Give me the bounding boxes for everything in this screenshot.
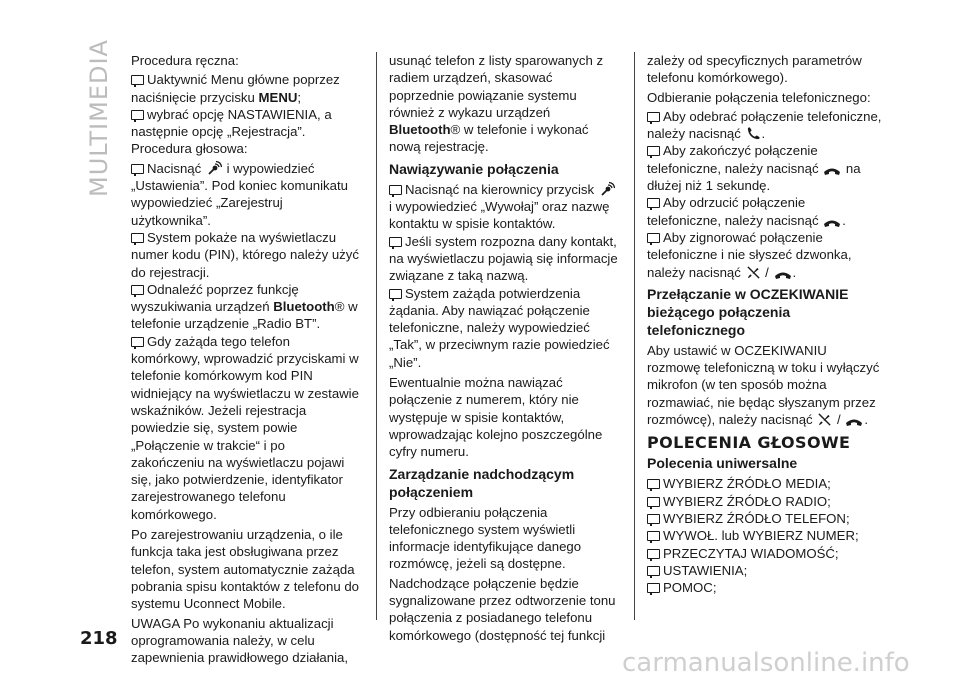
- list-item: System zażąda potwierdzenia żądania. Aby nawiązać połączenie telefoniczne, należy wypowiedzieć „Tak”, w przeciwnym razie powiedzieć „Nie”.: [389, 285, 610, 370]
- text-column-3: [647, 52, 882, 596]
- list-item: System pokaże na wyświetlaczu numer kodu (PIN), którego należy użyć do rejestracji.: [131, 229, 359, 280]
- bullet-icon: [647, 479, 660, 489]
- bullet-icon: [647, 566, 660, 576]
- phone-hangup-icon: [823, 218, 841, 228]
- list-item: WYWOŁ. lub WYBIERZ NUMER;: [647, 527, 882, 544]
- section-heading: Zarządzanie nadchodzącym połączeniem: [389, 465, 575, 500]
- bullet-icon: [647, 583, 660, 593]
- paragraph: UWAGA Po wykonaniu aktualizacji oprogramowania należy, w celu zapewnienia prawidłowego działania,: [131, 615, 349, 666]
- paragraph: usunąć telefon z listy sparowanych z radiem urządzeń, skasować poprzednie powiązanie systemu również z wykazu urządzeń Bluetooth® w telefonie i wykonać nową rejestrację.: [389, 53, 604, 155]
- phone-answer-icon: [746, 126, 761, 141]
- voice-command-icon: [599, 181, 615, 197]
- bullet-icon: [647, 497, 660, 507]
- paragraph: zależy od specyficznych parametrów telefonu komórkowego).: [647, 53, 862, 86]
- list-item: USTAWIENIA;: [647, 562, 882, 579]
- list-item: Aby zakończyć połączenie telefoniczne, należy nacisnąć na dłużej niż 1 sekundę.: [647, 143, 861, 194]
- bullet-icon: [131, 110, 144, 120]
- page-number: 218: [80, 628, 118, 649]
- list-item: Nacisnąć na kierownicy przycisk i wypowiedzieć „Wywołaj” oraz nazwę kontaktu w spisie kontaktów.: [389, 181, 621, 233]
- bullet-icon: [647, 198, 660, 208]
- section-heading: Nawiązywanie połączenia: [389, 160, 559, 177]
- list-item: WYBIERZ ŹRÓDŁO MEDIA;: [647, 475, 882, 492]
- bullet-icon: [131, 285, 144, 295]
- bullet-icon: [647, 112, 660, 122]
- list-item: wybrać opcję NASTAWIENIA, a następnie opcję „Rejestracja”.: [131, 106, 332, 140]
- bullet-icon: [647, 233, 660, 243]
- bullet-icon: [131, 233, 144, 243]
- bullet-icon: [131, 75, 144, 85]
- bullet-icon: [389, 289, 402, 299]
- list-item: WYBIERZ ŹRÓDŁO RADIO;: [647, 493, 882, 510]
- voice-command-list: [647, 475, 882, 596]
- bullet-icon: [389, 237, 402, 247]
- paragraph: Nadchodzące połączenie będzie sygnalizowane przez odtworzenie tonu połączenia z posiadanego telefonu komórkowego (dostępność tej funkcji: [389, 575, 616, 643]
- list-item: Aby odebrać połączenie telefoniczne, należy nacisnąć .: [647, 108, 882, 142]
- section-heading: Przełączanie w OCZEKIWANIE bieżącego połączenia telefonicznego: [647, 285, 849, 338]
- paragraph: Procedura ręczna:: [131, 53, 239, 68]
- list-item: Jeśli system rozpozna dany kontakt, na wyświetlaczu pojawią się informacje związane z taką nazwą.: [389, 233, 618, 284]
- paragraph: Odbieranie połączenia telefonicznego:: [647, 89, 871, 105]
- paragraph: Procedura głosowa:: [131, 141, 248, 157]
- phone-hangup-icon: [823, 166, 841, 176]
- phone-hangup-icon: [774, 270, 792, 280]
- voice-command-icon: [206, 160, 222, 176]
- paragraph: Przy odbieraniu połączenia telefonicznego system wyświetli informacje identyfikujące danego rozmówcę, jeżeli są dostępne.: [389, 504, 582, 572]
- phone-hangup-icon: [845, 417, 863, 427]
- paragraph: Aby ustawić w OCZEKIWANIU rozmowę telefoniczną w toku i wyłączyć mikrofon (w ten sposób można rozmawiać, nie będąc słyszanym przez rozmówcę), należy nacisnąć / .: [647, 342, 880, 428]
- text-column-1: [131, 52, 361, 668]
- menu-key-label: MENU: [258, 89, 298, 105]
- section-side-tab-label: MULTIMEDIA: [85, 39, 113, 197]
- list-item: Aby odrzucić połączenie telefoniczne, należy nacisnąć .: [647, 195, 846, 228]
- paragraph: Po zarejestrowaniu urządzenia, o ile funkcja taka jest obsługiwana przez telefon, system automatycznie zażąda pobrania spisu kontaktów z telefonu do systemu Uconnect Mobile.: [131, 527, 359, 612]
- bullet-icon: [647, 531, 660, 541]
- section-side-tab: [84, 39, 114, 197]
- list-item: Nacisnąć i wypowiedzieć „Ustawienia”. Pod koniec komunikatu wypowiedzieć „Zarejestruj użytkownika”.: [131, 160, 348, 228]
- list-item: Odnaleźć poprzez funkcję wyszukiwania urządzeń Bluetooth® w telefonie urządzenie „Radio BT”.: [131, 281, 358, 332]
- list-item: Aby zignorować połączenie telefoniczne i nie słyszeć dzwonka, należy nacisnąć / .: [647, 229, 852, 280]
- list-item: PRZECZYTAJ WIADOMOŚĆ;: [647, 545, 882, 562]
- bullet-icon: [389, 185, 402, 195]
- list-item: Gdy zażąda tego telefon komórkowy, wprowadzić przyciskami w telefonie komórkowym kod PIN widniejący na wyświetlaczu w zestawie wskaźników. Jeżeli rejestracja powiedzie się, system powie „Połączenie w trakcie“ i po zakończeniu na wyświetlaczu pojawi się, jako potwierdzenie, identyfikator zarejestrowanego telefonu komórkowego.: [131, 333, 359, 522]
- bluetooth-label: Bluetooth: [389, 122, 451, 138]
- mute-icon: [746, 265, 761, 280]
- text-column-2: [389, 52, 621, 646]
- column-divider: [376, 52, 377, 620]
- list-item: WYBIERZ ŹRÓDŁO TELEFON;: [647, 510, 882, 527]
- watermark: carmanualsonline.info: [622, 648, 910, 678]
- chapter-heading: POLECENIA GŁOSOWE: [647, 433, 851, 453]
- mute-icon: [817, 412, 832, 427]
- list-item: Uaktywnić Menu główne poprzez naciśnięcie przycisku MENU;: [131, 72, 340, 105]
- bluetooth-label: Bluetooth: [273, 299, 335, 315]
- list-item: POMOC;: [647, 579, 882, 596]
- bullet-icon: [647, 514, 660, 524]
- paragraph: Ewentualnie można nawiązać połączenie z numerem, który nie występuje w spisie kontaktów, wprowadzając kolejno poszczególne cyfry numeru.: [389, 375, 603, 460]
- column-divider: [634, 52, 635, 620]
- bullet-icon: [131, 164, 144, 174]
- bullet-icon: [647, 146, 660, 156]
- bullet-icon: [131, 337, 144, 347]
- bullet-icon: [647, 549, 660, 559]
- section-heading: Polecenia uniwersalne: [647, 455, 798, 472]
